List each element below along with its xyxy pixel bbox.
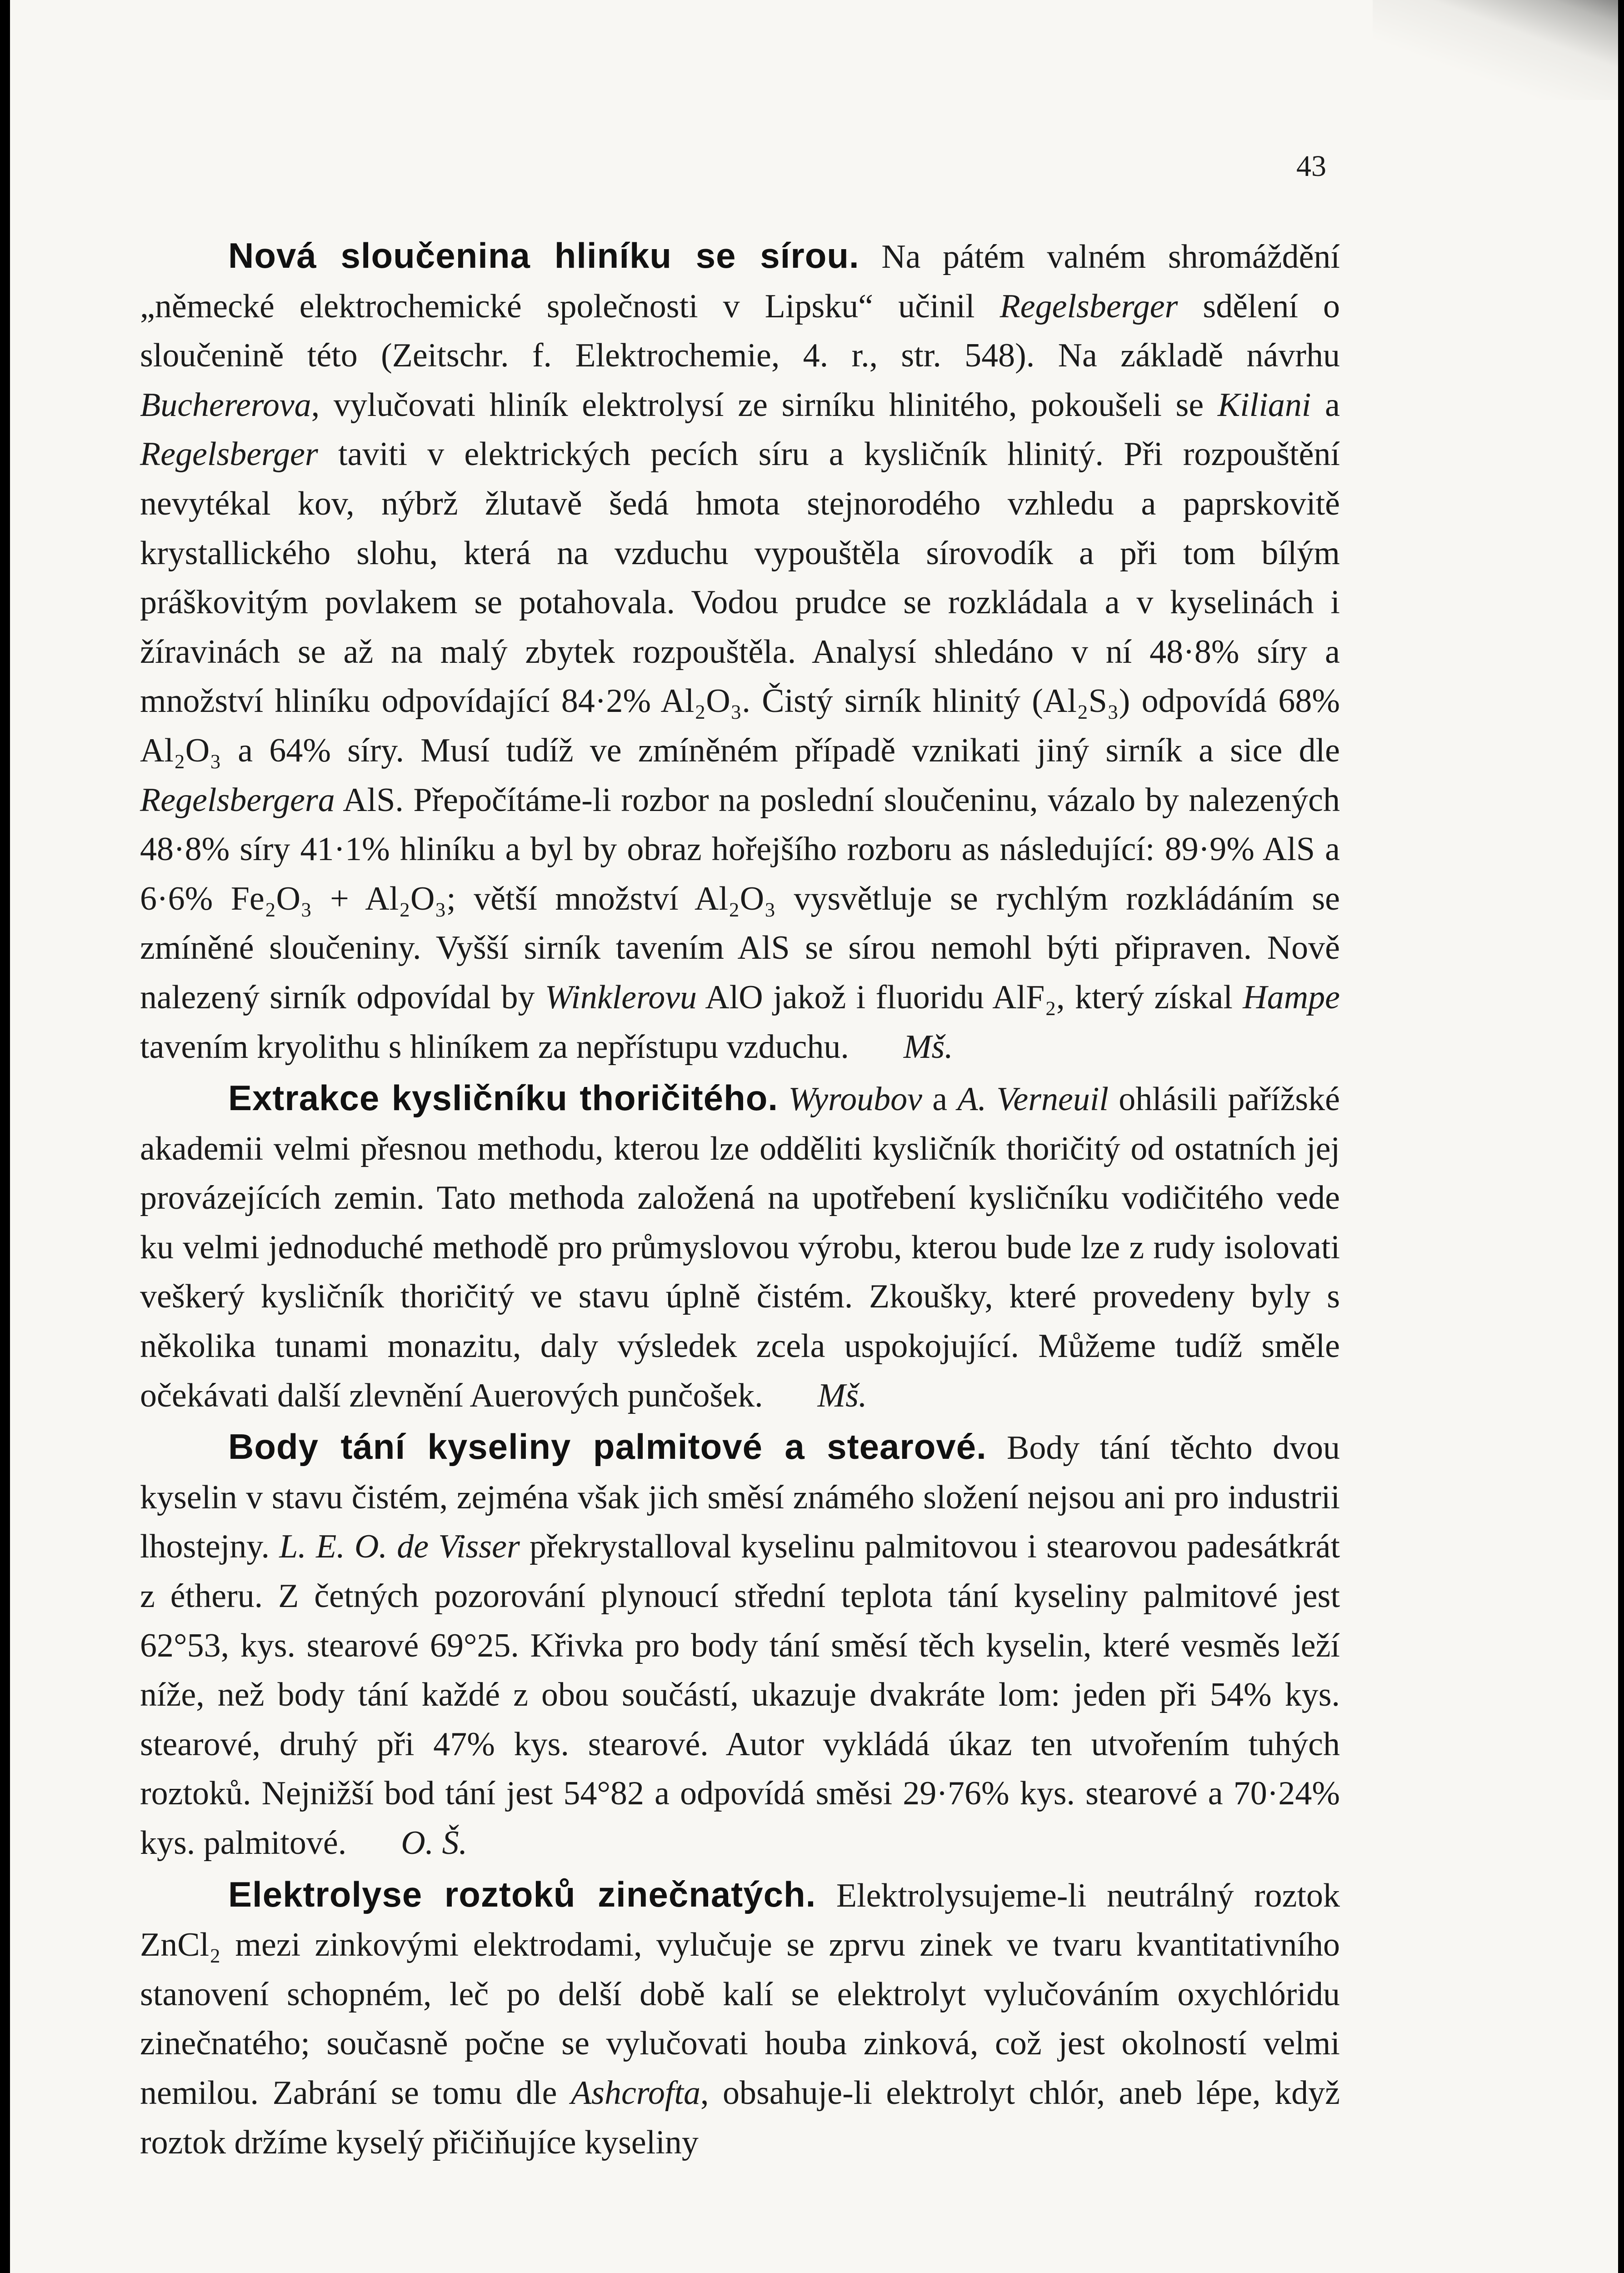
person-name: Regelsberger (140, 436, 318, 473)
article-thorium-oxide (140, 1073, 1340, 1420)
article-text: , obsahuje-li elektrolyt chlór, aneb lépe, když roztok držíme kyselý přičiňujíce kyseliny (140, 2074, 1340, 2161)
article-heading: Body tání kyseliny palmitové a stearové. (228, 1427, 987, 1467)
author-signature: Mš. (903, 1028, 953, 1066)
article-text: Body tání těchto dvou kyselin v stavu čistém, zejména však jich směsí známého složení nejsou ani pro industrii lhostejny. (140, 1429, 1340, 1566)
person-name: Ashcrofta (570, 2074, 700, 2112)
person-name: Wyroubov (788, 1081, 922, 1118)
person-name: Hampe (1243, 978, 1340, 1016)
article-text: Na pátém valném shromáždění „německé elektrochemické společnosti v Lipsku“ učinil (140, 238, 1340, 325)
article-text: , vylučovati hliník elektrolysí ze sirníku hlinitého, pokoušeli se (311, 386, 1218, 424)
article-text: AlS. Přepočítáme-li rozbor na poslední sloučeninu, vázalo by nalezených 48·8% síry 41·1% hliníku a byl by obraz hořejšího rozboru as následující: 89·9% AlS a 6·6% Fe₂O₃ + Al₂O₃; větší množství Al₂O₃ vysvětluje se rychlým rozkládáním se zmíněné sloučeniny. Vyšší sirník tavením AlS se sírou nemohl býti připraven. Nově nalezený sirník odpovídal by (140, 781, 1340, 1016)
article-text: AlO jakož i fluoridu AlF₂, který získal (697, 978, 1243, 1016)
scan-edge-shadow (1373, 0, 1618, 100)
person-name: L. E. O. de Visser (279, 1528, 520, 1566)
article-text: sdělení o sloučenině této (Zeitschr. f. Elektrochemie, 4. r., str. 548). Na základě návrhu (140, 287, 1340, 375)
article-aluminium-sulfide (140, 231, 1340, 1071)
scanned-page (10, 0, 1618, 2273)
person-name: Regelsbergera (140, 781, 335, 819)
author-signature: Mš. (817, 1377, 867, 1414)
article-text: ohlásili pařížské akademii velmi přesnou methodu, kterou lze odděliti kysličník thoričitý od ostatních jej provázejících zemin. Tato methoda založená na upotřebení kysličníku vodičitého vede ku velmi jednoduché methodě pro průmyslovou výrobu, kterou bude lze z rudy isolovati veškerý kysličník thoričitý ve stavu úplně čistém. Zkoušky, které provedeny byly s několika tunami monazitu, daly výsledek zcela uspokojující. Můžeme tudíž směle očekávati další zlevnění Auerových punčošek. (140, 1081, 1340, 1414)
article-heading: Extrakce kysličníku thoričitého. (228, 1078, 779, 1118)
article-melting-points (140, 1422, 1340, 1867)
person-name: Buchererova (140, 386, 311, 424)
article-heading: Elektrolyse roztoků zinečnatých. (228, 1874, 816, 1914)
person-name: Regelsberger (999, 287, 1178, 325)
page-number: 43 (1296, 150, 1326, 183)
article-text: a (1311, 386, 1340, 424)
article-text: Elektrolysujeme-li neutrálný roztok ZnCl₂ mezi zinkovými elektrodami, vylučuje se zprvu zinek ve tvaru kvantitativního stanovení schopném, leč po delší době kalí se elektrolyt vylučováním oxychlóridu zinečnatého; současně počne se vylučovati houba zinková, což jest okolností velmi nemilou. Zabrání se tomu dle (140, 1877, 1340, 2112)
article-zinc-electrolysis (140, 1870, 1340, 2168)
article-heading: Nová sloučenina hliníku se sírou. (228, 235, 859, 275)
article-text: a (922, 1081, 958, 1118)
person-name: Kiliani (1217, 386, 1311, 424)
person-name: Winklerovu (545, 978, 697, 1016)
article-text: překrystalloval kyselinu palmitovou i stearovou padesátkrát z étheru. Z četných pozorování plynoucí střední teplota tání kyseliny palmitové jest 62°53, kys. stearové 69°25. Křivka pro body tání směsí těch kyselin, které vesměs leží níže, než body tání každé z obou součástí, ukazuje dvakráte lom: jeden při 54% kys. stearové, druhý při 47% kys. stearové. Autor vykládá úkaz ten utvořením tuhých roztoků. Nejnižší bod tání jest 54°82 a odpovídá směsi 29·76% kys. stearové a 70·24% kys. palmitové. (140, 1528, 1340, 1862)
page-body (140, 231, 1340, 2167)
article-text: tavením kryolithu s hliníkem za nepřístupu vzduchu. (140, 1028, 849, 1066)
author-signature: O. Š. (401, 1824, 468, 1862)
person-name: A. Verneuil (957, 1081, 1109, 1118)
article-text: taviti v elektrických pecích síru a kysličník hlinitý. Při rozpouštění nevytékal kov, nýbrž žlutavě šedá hmota stejnorodého vzhledu a paprskovitě krystallického slohu, která na vzduchu vypouštěla sírovodík a při tom bílým práškovitým povlakem se potahovala. Vodou prudce se rozkládala a v kyselinách i žíravinách se až na malý zbytek rozpouštěla. Analysí shledáno v ní 48·8% síry a množství hliníku odpovídající 84·2% Al₂O₃. Čistý sirník hlinitý (Al₂S₃) odpovídá 68% Al₂O₃ a 64% síry. Musí tudíž ve zmíněném případě vznikati jiný sirník a sice dle (140, 436, 1340, 769)
